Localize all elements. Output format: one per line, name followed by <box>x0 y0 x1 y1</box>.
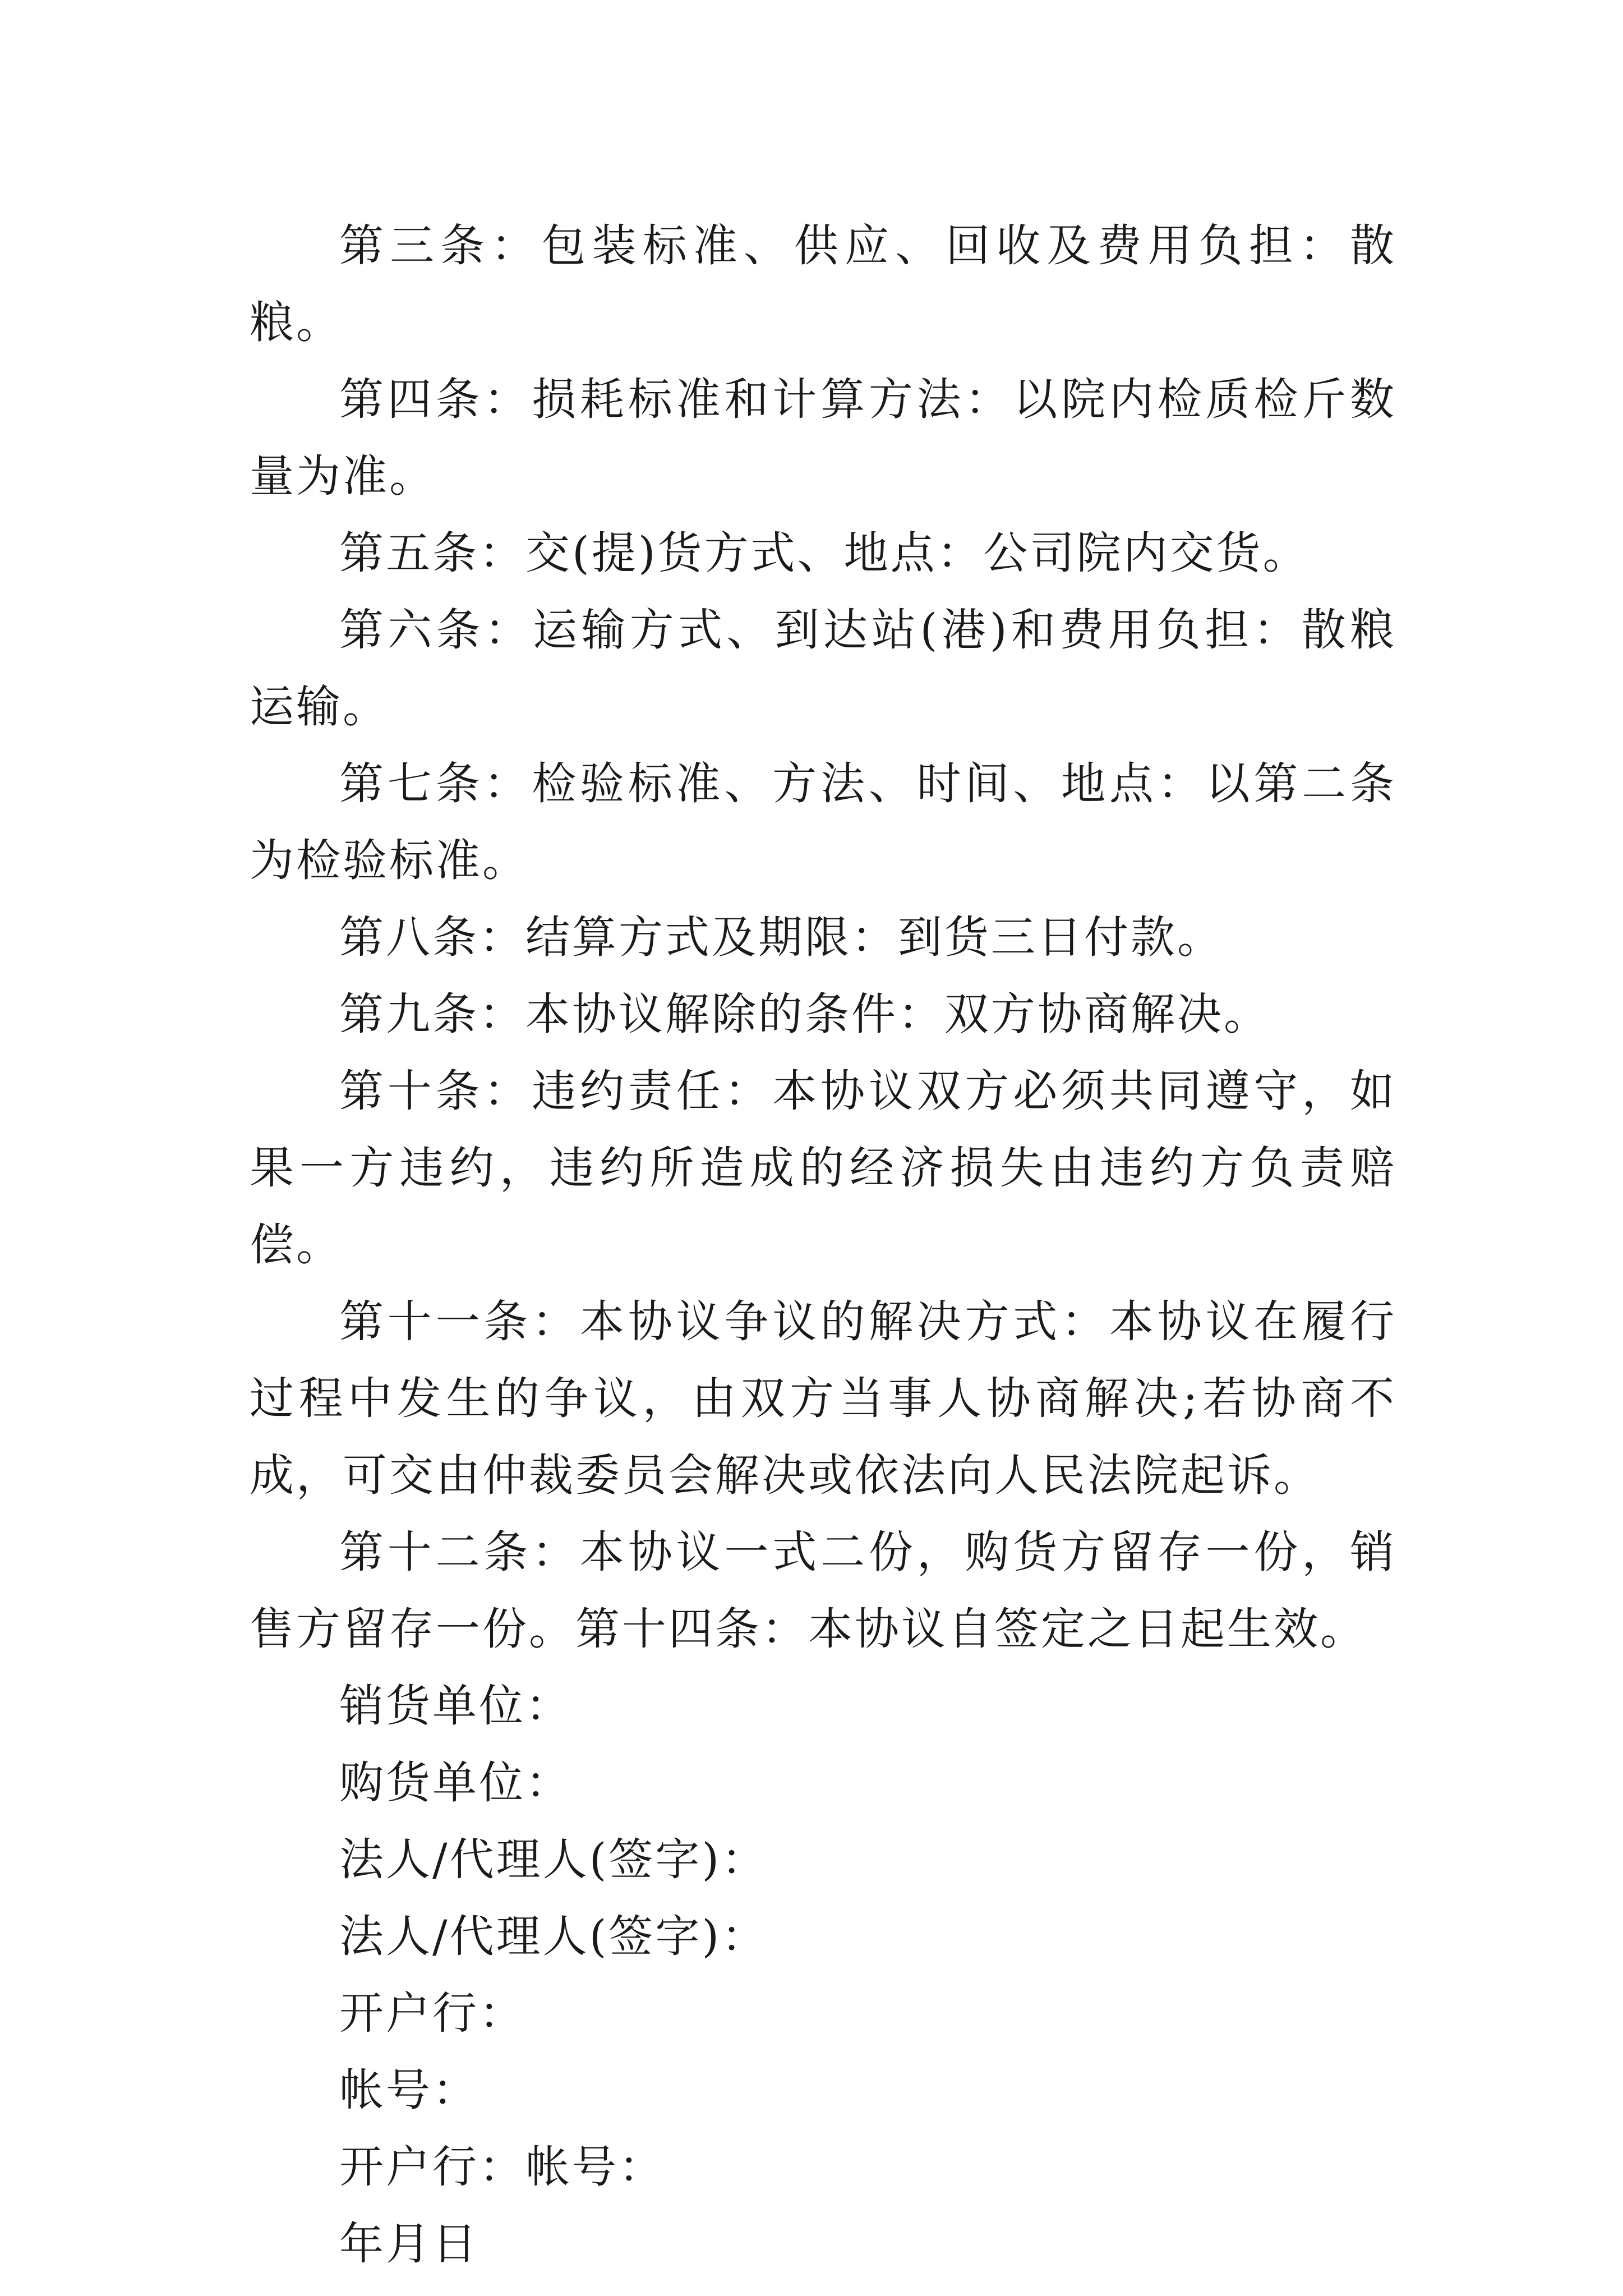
bank-account-field: 开户行：帐号： <box>339 2141 665 2193</box>
article-3: 第三条：包装标准、供应、回收及费用负担：散粮。 <box>250 220 1396 348</box>
article-5: 第五条：交(提)货方式、地点：公司院内交货。 <box>339 527 1310 579</box>
article-4: 第四条：损耗标准和计算方法：以院内检质检斤数量为准。 <box>250 374 1396 502</box>
seller-unit-field: 销货单位： <box>339 1680 572 1732</box>
date-field: 年月日 <box>339 2218 479 2270</box>
buyer-unit-field: 购货单位： <box>339 1757 572 1809</box>
article-9: 第九条：本协议解除的条件：双方协商解决。 <box>339 988 1270 1040</box>
account-number-field: 帐号： <box>339 2064 479 2116</box>
legal-rep-signature-field: 法人/代理人(签字)： <box>339 1911 768 1962</box>
article-10: 第十条：违约责任：本协议双方必须共同遵守，如果一方违约，违约所造成的经济损失由违约方负责赔偿。 <box>250 1065 1396 1271</box>
bank-field: 开户行： <box>339 1987 525 2039</box>
document-body <box>250 208 1396 2283</box>
article-8: 第八条：结算方式及期限：到货三日付款。 <box>339 912 1224 963</box>
article-7: 第七条：检验标准、方法、时间、地点：以第二条为检验标准。 <box>250 758 1396 886</box>
legal-rep-signature-field: 法人/代理人(签字)： <box>339 1834 768 1885</box>
article-11: 第十一条：本协议争议的解决方式：本协议在履行过程中发生的争议，由双方当事人协商解决;若协商不成，可交由仲裁委员会解决或依法向人民法院起诉。 <box>250 1296 1396 1501</box>
article-12: 第十二条：本协议一式二份，购货方留存一份，销售方留存一份。第十四条：本协议自签定之日起生效。 <box>250 1526 1396 1655</box>
article-6: 第六条：运输方式、到达站(港)和费用负担：散粮运输。 <box>250 604 1396 733</box>
